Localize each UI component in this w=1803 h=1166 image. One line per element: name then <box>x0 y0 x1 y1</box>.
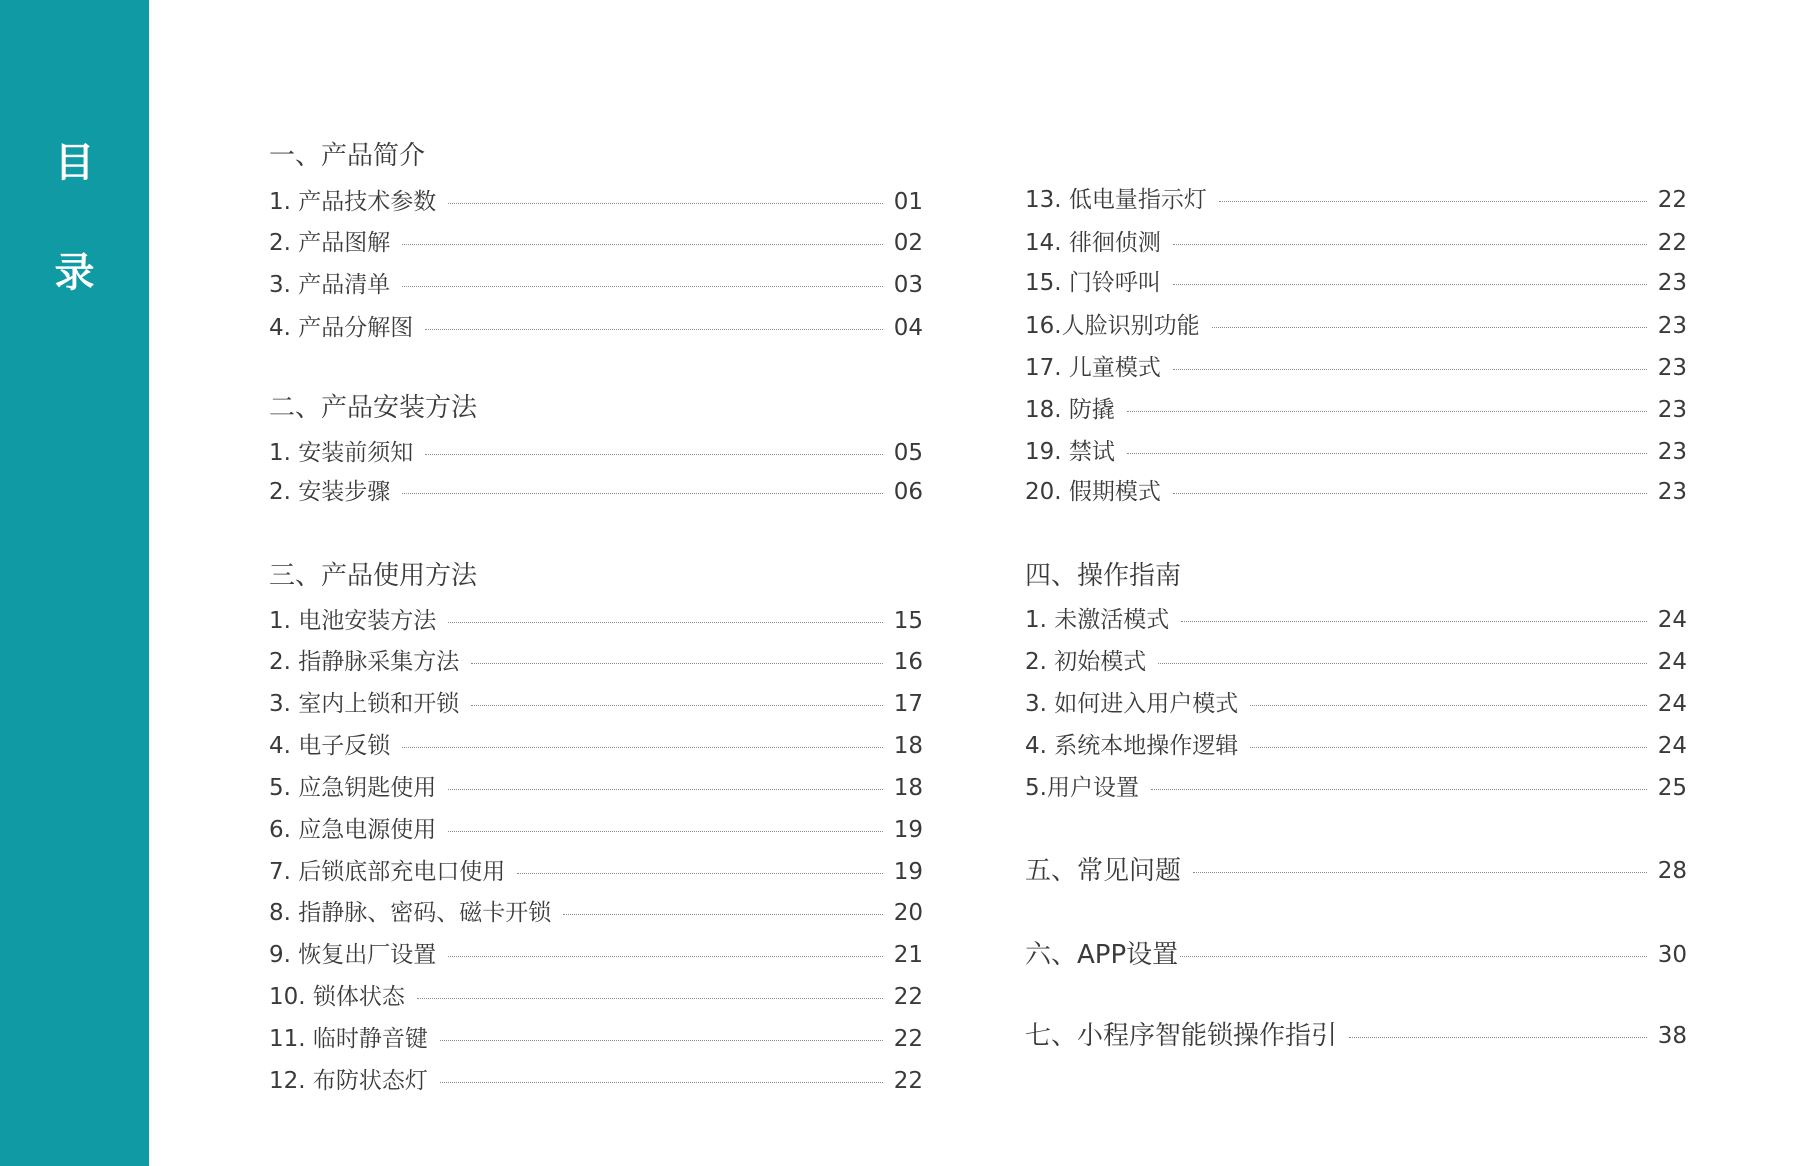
toc-entry-page: 23 <box>1657 397 1687 423</box>
toc-entry-label: 8. 指静脉、密码、磁卡开锁 <box>269 900 552 926</box>
toc-entry-page: 17 <box>893 691 923 717</box>
toc-entry-label: 3. 如何进入用户模式 <box>1025 691 1239 717</box>
dotted-leader <box>1158 663 1647 664</box>
toc-entry[interactable] <box>1025 228 1687 258</box>
dotted-leader <box>1173 369 1647 370</box>
toc-entry-page: 23 <box>1657 355 1687 381</box>
toc-entry-page: 22 <box>893 1026 923 1052</box>
section-heading-2: 二、产品安装方法 <box>269 393 478 423</box>
toc-entry-label: 3. 室内上锁和开锁 <box>269 691 460 717</box>
dotted-leader <box>402 493 883 494</box>
dotted-leader <box>517 873 883 874</box>
toc-entry-label: 17. 儿童模式 <box>1025 355 1161 381</box>
toc-entry[interactable] <box>269 1024 923 1054</box>
toc-entry-label: 1. 电池安装方法 <box>269 608 437 634</box>
dotted-leader <box>1193 872 1647 873</box>
sidebar <box>0 0 149 1166</box>
dotted-leader <box>1173 244 1647 245</box>
toc-entry-label: 4. 产品分解图 <box>269 315 414 341</box>
dotted-leader <box>471 663 883 664</box>
toc-entry[interactable] <box>1025 647 1687 677</box>
toc-entry-page: 23 <box>1657 270 1687 296</box>
dotted-leader <box>1127 411 1647 412</box>
toc-entry-page: 18 <box>893 733 923 759</box>
dotted-leader <box>402 747 883 748</box>
toc-entry-page: 03 <box>893 272 923 298</box>
dotted-leader <box>1212 327 1647 328</box>
toc-entry-page: 28 <box>1657 858 1687 884</box>
toc-entry[interactable] <box>1025 353 1687 383</box>
toc-entry-label: 19. 禁试 <box>1025 439 1115 465</box>
toc-entry-label: 2. 初始模式 <box>1025 649 1147 675</box>
dotted-leader <box>417 998 883 999</box>
toc-entry[interactable] <box>269 857 923 887</box>
toc-entry[interactable] <box>1025 268 1687 298</box>
dotted-leader <box>448 831 883 832</box>
toc-entry-page: 23 <box>1657 313 1687 339</box>
dotted-leader <box>1180 956 1647 957</box>
dotted-leader <box>402 286 883 287</box>
toc-entry-page: 24 <box>1657 607 1687 633</box>
toc-title-char-2: 录 <box>54 250 95 296</box>
toc-entry-label: 11. 临时静音键 <box>269 1026 428 1052</box>
dotted-leader <box>402 244 883 245</box>
toc-entry-page: 19 <box>893 817 923 843</box>
toc-entry-page: 21 <box>893 942 923 968</box>
dotted-leader <box>448 789 883 790</box>
toc-entry-page: 18 <box>893 775 923 801</box>
toc-entry-label: 12. 布防状态灯 <box>269 1068 428 1094</box>
toc-entry[interactable] <box>269 689 923 719</box>
toc-entry-label: 18. 防撬 <box>1025 397 1115 423</box>
toc-entry[interactable] <box>1025 437 1687 467</box>
toc-entry[interactable] <box>269 982 923 1012</box>
toc-entry[interactable] <box>269 606 923 636</box>
toc-entry-label: 7. 后锁底部充电口使用 <box>269 859 506 885</box>
toc-entry[interactable] <box>269 1066 923 1096</box>
toc-entry[interactable] <box>1025 689 1687 719</box>
toc-entry-page: 38 <box>1657 1023 1687 1049</box>
dotted-leader <box>1250 747 1647 748</box>
toc-entry-label: 4. 系统本地操作逻辑 <box>1025 733 1239 759</box>
toc-entry[interactable] <box>269 898 923 928</box>
toc-entry-page: 25 <box>1657 775 1687 801</box>
toc-entry-page: 22 <box>1657 230 1687 256</box>
toc-entry[interactable] <box>1025 773 1687 803</box>
dotted-leader <box>563 914 883 915</box>
dotted-leader <box>1173 493 1647 494</box>
toc-entry-label: 1. 未激活模式 <box>1025 607 1170 633</box>
dotted-leader <box>1250 705 1647 706</box>
toc-entry[interactable] <box>269 313 923 343</box>
toc-entry-label: 16.人脸识别功能 <box>1025 313 1200 339</box>
section-heading-6: 六、APP设置 <box>1025 940 1179 970</box>
toc-entry[interactable] <box>1025 731 1687 761</box>
toc-section-entry-5[interactable] <box>1025 856 1687 886</box>
toc-entry[interactable] <box>1025 311 1687 341</box>
toc-entry-label: 15. 门铃呼叫 <box>1025 270 1161 296</box>
toc-entry-label: 6. 应急电源使用 <box>269 817 437 843</box>
toc-entry-page: 15 <box>893 608 923 634</box>
toc-entry-page: 16 <box>893 649 923 675</box>
toc-entry-label: 5.用户设置 <box>1025 775 1139 801</box>
toc-section-entry-7[interactable] <box>1025 1021 1687 1051</box>
section-heading-1: 一、产品简介 <box>269 141 426 171</box>
toc-entry-label: 1. 安装前须知 <box>269 440 414 466</box>
dotted-leader <box>448 956 883 957</box>
dotted-leader <box>1151 789 1647 790</box>
toc-title-char-1: 目 <box>54 140 95 186</box>
toc-entry-page: 24 <box>1657 691 1687 717</box>
toc-entry-page: 22 <box>1657 187 1687 213</box>
dotted-leader <box>1181 621 1647 622</box>
toc-entry-page: 20 <box>893 900 923 926</box>
toc-entry-label: 4. 电子反锁 <box>269 733 391 759</box>
toc-entry-page: 22 <box>893 984 923 1010</box>
toc-entry-label: 20. 假期模式 <box>1025 479 1161 505</box>
section-heading-7: 七、小程序智能锁操作指引 <box>1025 1021 1338 1051</box>
toc-entry-label: 2. 安装步骤 <box>269 479 391 505</box>
toc-entry[interactable] <box>269 438 923 468</box>
toc-entry-page: 24 <box>1657 649 1687 675</box>
toc-entry-label: 3. 产品清单 <box>269 272 391 298</box>
dotted-leader <box>448 622 883 623</box>
toc-entry[interactable] <box>269 940 923 970</box>
toc-entry[interactable] <box>1025 185 1687 215</box>
dotted-leader <box>471 705 883 706</box>
dotted-leader <box>448 203 883 204</box>
toc-entry-label: 1. 产品技术参数 <box>269 189 437 215</box>
dotted-leader <box>1127 453 1647 454</box>
section-heading-4: 四、操作指南 <box>1025 561 1182 591</box>
toc-entry-label: 9. 恢复出厂设置 <box>269 942 437 968</box>
dotted-leader <box>425 454 883 455</box>
section-heading-3: 三、产品使用方法 <box>269 561 478 591</box>
toc-entry-label: 2. 产品图解 <box>269 230 391 256</box>
toc-entry[interactable] <box>1025 605 1687 635</box>
toc-entry-page: 24 <box>1657 733 1687 759</box>
toc-entry[interactable] <box>269 815 923 845</box>
toc-entry[interactable] <box>269 228 923 258</box>
toc-entry-page: 23 <box>1657 479 1687 505</box>
toc-entry[interactable] <box>269 647 923 677</box>
toc-entry[interactable] <box>269 187 923 217</box>
toc-entry-label: 2. 指静脉采集方法 <box>269 649 460 675</box>
toc-entry[interactable] <box>269 477 923 507</box>
toc-entry-label: 10. 锁体状态 <box>269 984 405 1010</box>
toc-entry-page: 02 <box>893 230 923 256</box>
toc-entry[interactable] <box>269 270 923 300</box>
toc-entry[interactable] <box>269 773 923 803</box>
toc-entry-page: 23 <box>1657 439 1687 465</box>
toc-entry-page: 05 <box>893 440 923 466</box>
toc-entry-page: 06 <box>893 479 923 505</box>
toc-entry[interactable] <box>269 731 923 761</box>
toc-entry-page: 22 <box>893 1068 923 1094</box>
toc-entry[interactable] <box>1025 477 1687 507</box>
dotted-leader <box>1173 284 1647 285</box>
dotted-leader <box>440 1082 883 1083</box>
toc-entry[interactable] <box>1025 395 1687 425</box>
dotted-leader <box>1349 1037 1647 1038</box>
toc-entry-label: 14. 徘徊侦测 <box>1025 230 1161 256</box>
toc-entry-label: 13. 低电量指示灯 <box>1025 187 1207 213</box>
dotted-leader <box>425 329 883 330</box>
toc-entry-page: 19 <box>893 859 923 885</box>
toc-section-entry-6[interactable] <box>1025 940 1687 970</box>
dotted-leader <box>1219 201 1647 202</box>
dotted-leader <box>440 1040 883 1041</box>
toc-entry-page: 01 <box>893 189 923 215</box>
toc-entry-page: 30 <box>1657 942 1687 968</box>
section-heading-5: 五、常见问题 <box>1025 856 1182 886</box>
toc-entry-label: 5. 应急钥匙使用 <box>269 775 437 801</box>
toc-entry-page: 04 <box>893 315 923 341</box>
